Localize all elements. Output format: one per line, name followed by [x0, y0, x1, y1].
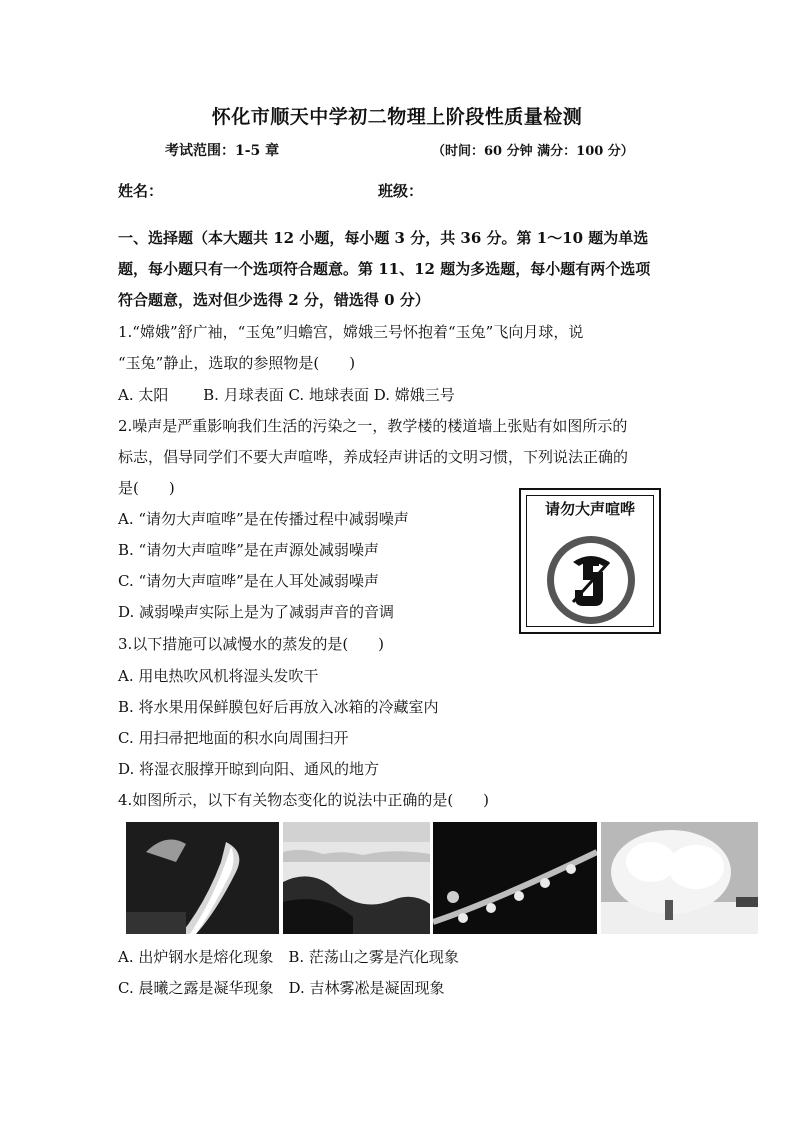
q1-stem-line-2: “玉兔”静止，选取的参照物是( ) — [118, 354, 356, 372]
q2-stem-line-1: 2.噪声是严重影响我们生活的污染之一，教学楼的楼道墙上张贴有如图所示的 — [118, 417, 628, 435]
exam-scope: 考试范围：1-5 章 — [165, 143, 280, 159]
class-label: 班级： — [378, 182, 424, 200]
q4-stem: 4.如图所示，以下有关物态变化的说法中正确的是( ) — [118, 791, 490, 809]
quiet-sign-text: 请勿大声喧哗 — [544, 500, 635, 518]
q2-stem-line-2: 标志，倡导同学们不要大声喧哗，养成轻声讲话的文明习惯，下列说法正确的 — [118, 448, 629, 466]
q3-stem: 3.以下措施可以减慢水的蒸发的是( ) — [118, 635, 385, 653]
q2-option-a: A. “请勿大声喧哗”是在传播过程中减弱噪声 — [118, 510, 409, 528]
q4-options-line-1: A. 出炉钢水是熔化现象 B. 茫荡山之雾是汽化现象 — [118, 948, 459, 966]
q2-option-c: C. “请勿大声喧哗”是在人耳处减弱噪声 — [118, 572, 379, 590]
q1-options: A. 太阳 B. 月球表面 C. 地球表面 D. 嫦娥三号 — [118, 386, 455, 404]
section-heading-line-1: 一、选择题（本大题共 12 小题，每小题 3 分，共 36 分。第 1～10 题为单选 — [118, 229, 649, 247]
exam-title: 怀化市顺天中学初二物理上阶段性质量检测 — [211, 106, 583, 128]
rime-tree-photo — [601, 822, 758, 934]
quiet-sign-icon — [543, 532, 639, 628]
quiet-sign-figure — [519, 488, 661, 634]
morning-dew-photo — [433, 822, 597, 934]
section-heading-line-3: 符合题意，选对但少选得 2 分，错选得 0 分） — [118, 291, 430, 309]
q2-option-d: D. 减弱噪声实际上是为了减弱声音的音调 — [118, 603, 395, 621]
q3-option-c: C. 用扫帚把地面的积水向周围扫开 — [118, 729, 349, 747]
q1-stem-line-1: 1.“嫦娥”舒广袖，“玉兔”归蟾宫，嫦娥三号怀抱着“玉兔”飞向月球，说 — [118, 323, 584, 341]
q2-option-b: B. “请勿大声喧哗”是在声源处减弱噪声 — [118, 541, 379, 559]
q2-stem-line-3: 是( ) — [118, 479, 175, 497]
q4-options-line-2: C. 晨曦之露是凝华现象 D. 吉林雾凇是凝固现象 — [118, 979, 445, 997]
q3-option-a: A. 用电热吹风机将湿头发吹干 — [118, 667, 319, 685]
molten-steel-photo — [126, 822, 279, 934]
exam-time: （时间：60 分钟 满分：100 分） — [432, 144, 634, 159]
section-heading-line-2: 题，每小题只有一个选项符合题意。第 11、12 题为多选题，每小题有两个选项 — [118, 260, 651, 278]
mountain-fog-photo — [283, 822, 430, 934]
name-label: 姓名： — [118, 182, 164, 200]
q3-option-d: D. 将湿衣服撑开晾到向阳、通风的地方 — [118, 760, 380, 778]
q3-option-b: B. 将水果用保鲜膜包好后再放入冰箱的冷藏室内 — [118, 698, 439, 716]
